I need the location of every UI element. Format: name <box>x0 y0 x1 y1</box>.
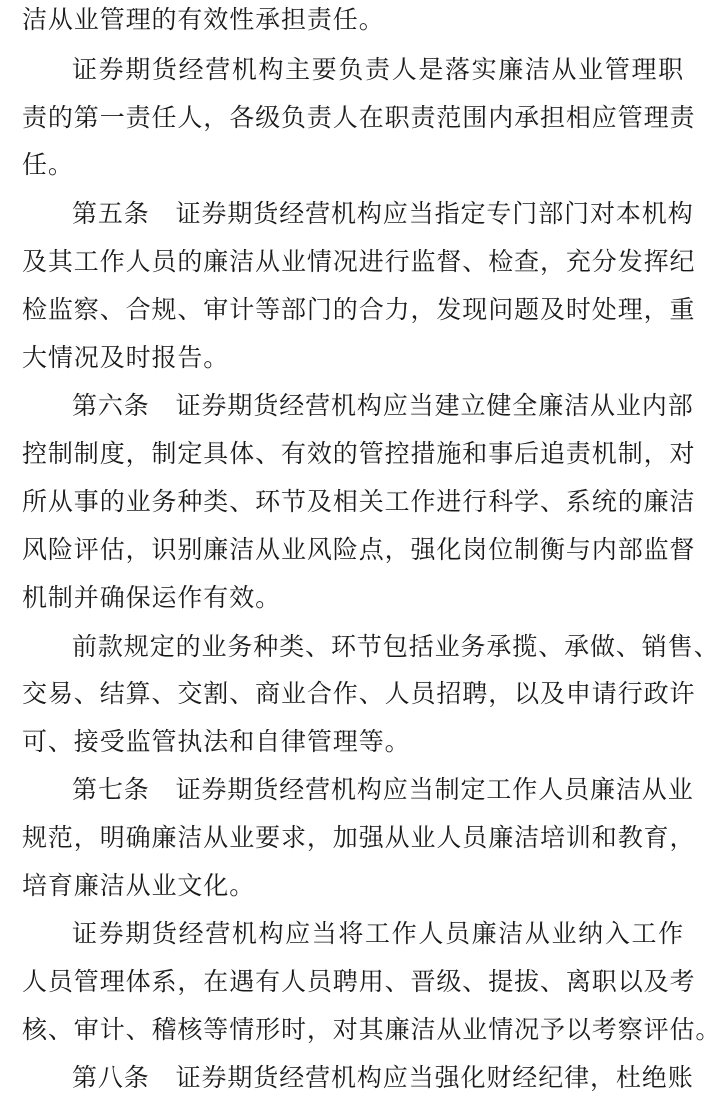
article-5-first-line: 第五条 证券期货经营机构应当指定专门部门对本机构 <box>72 199 694 228</box>
text-line: 大情况及时报告。 <box>22 343 230 372</box>
text-line: 规范，明确廉洁从业要求，加强从业人员廉洁培训和教育， <box>22 823 696 852</box>
article-8-first-line: 第八条 证券期货经营机构应当强化财经纪律，杜绝账 <box>72 1063 694 1092</box>
text-line: 培育廉洁从业文化。 <box>22 871 256 900</box>
text-line: 检监察、合规、审计等部门的合力，发现问题及时处理，重 <box>22 295 696 324</box>
paragraph-first-line: 证券期货经营机构应当将工作人员廉洁从业纳入工作 <box>72 919 684 948</box>
article-7-first-line: 第七条 证券期货经营机构应当制定工作人员廉洁从业 <box>72 775 694 804</box>
text-line: 任。 <box>22 150 74 179</box>
text-line: 洁从业管理的有效性承担责任。 <box>22 5 385 34</box>
paragraph-first-line: 前款规定的业务种类、环节包括业务承揽、承做、销售、 <box>72 632 720 661</box>
text-line: 核、审计、稽核等情形时，对其廉洁从业情况予以考察评估。 <box>22 1015 722 1044</box>
text-line: 及其工作人员的廉洁从业情况进行监督、检查，充分发挥纪 <box>22 247 696 276</box>
text-line: 交易、结算、交割、商业合作、人员招聘，以及申请行政许 <box>22 679 696 708</box>
article-6-first-line: 第六条 证券期货经营机构应当建立健全廉洁从业内部 <box>72 391 694 420</box>
text-line: 可、接受监管执法和自律管理等。 <box>22 727 411 756</box>
text-line: 机制并确保运作有效。 <box>22 583 282 612</box>
paragraph-first-line: 证券期货经营机构主要负责人是落实廉洁从业管理职 <box>72 55 684 84</box>
text-line: 风险评估，识别廉洁从业风险点，强化岗位制衡与内部监督 <box>22 535 696 564</box>
text-line: 控制制度，制定具体、有效的管控措施和事后追责机制，对 <box>22 439 696 468</box>
text-line: 所从事的业务种类、环节及相关工作进行科学、系统的廉洁 <box>22 487 696 516</box>
text-line: 人员管理体系，在遇有人员聘用、晋级、提拔、离职以及考 <box>22 967 696 996</box>
text-line: 责的第一责任人，各级负责人在职责范围内承担相应管理责 <box>22 103 696 132</box>
